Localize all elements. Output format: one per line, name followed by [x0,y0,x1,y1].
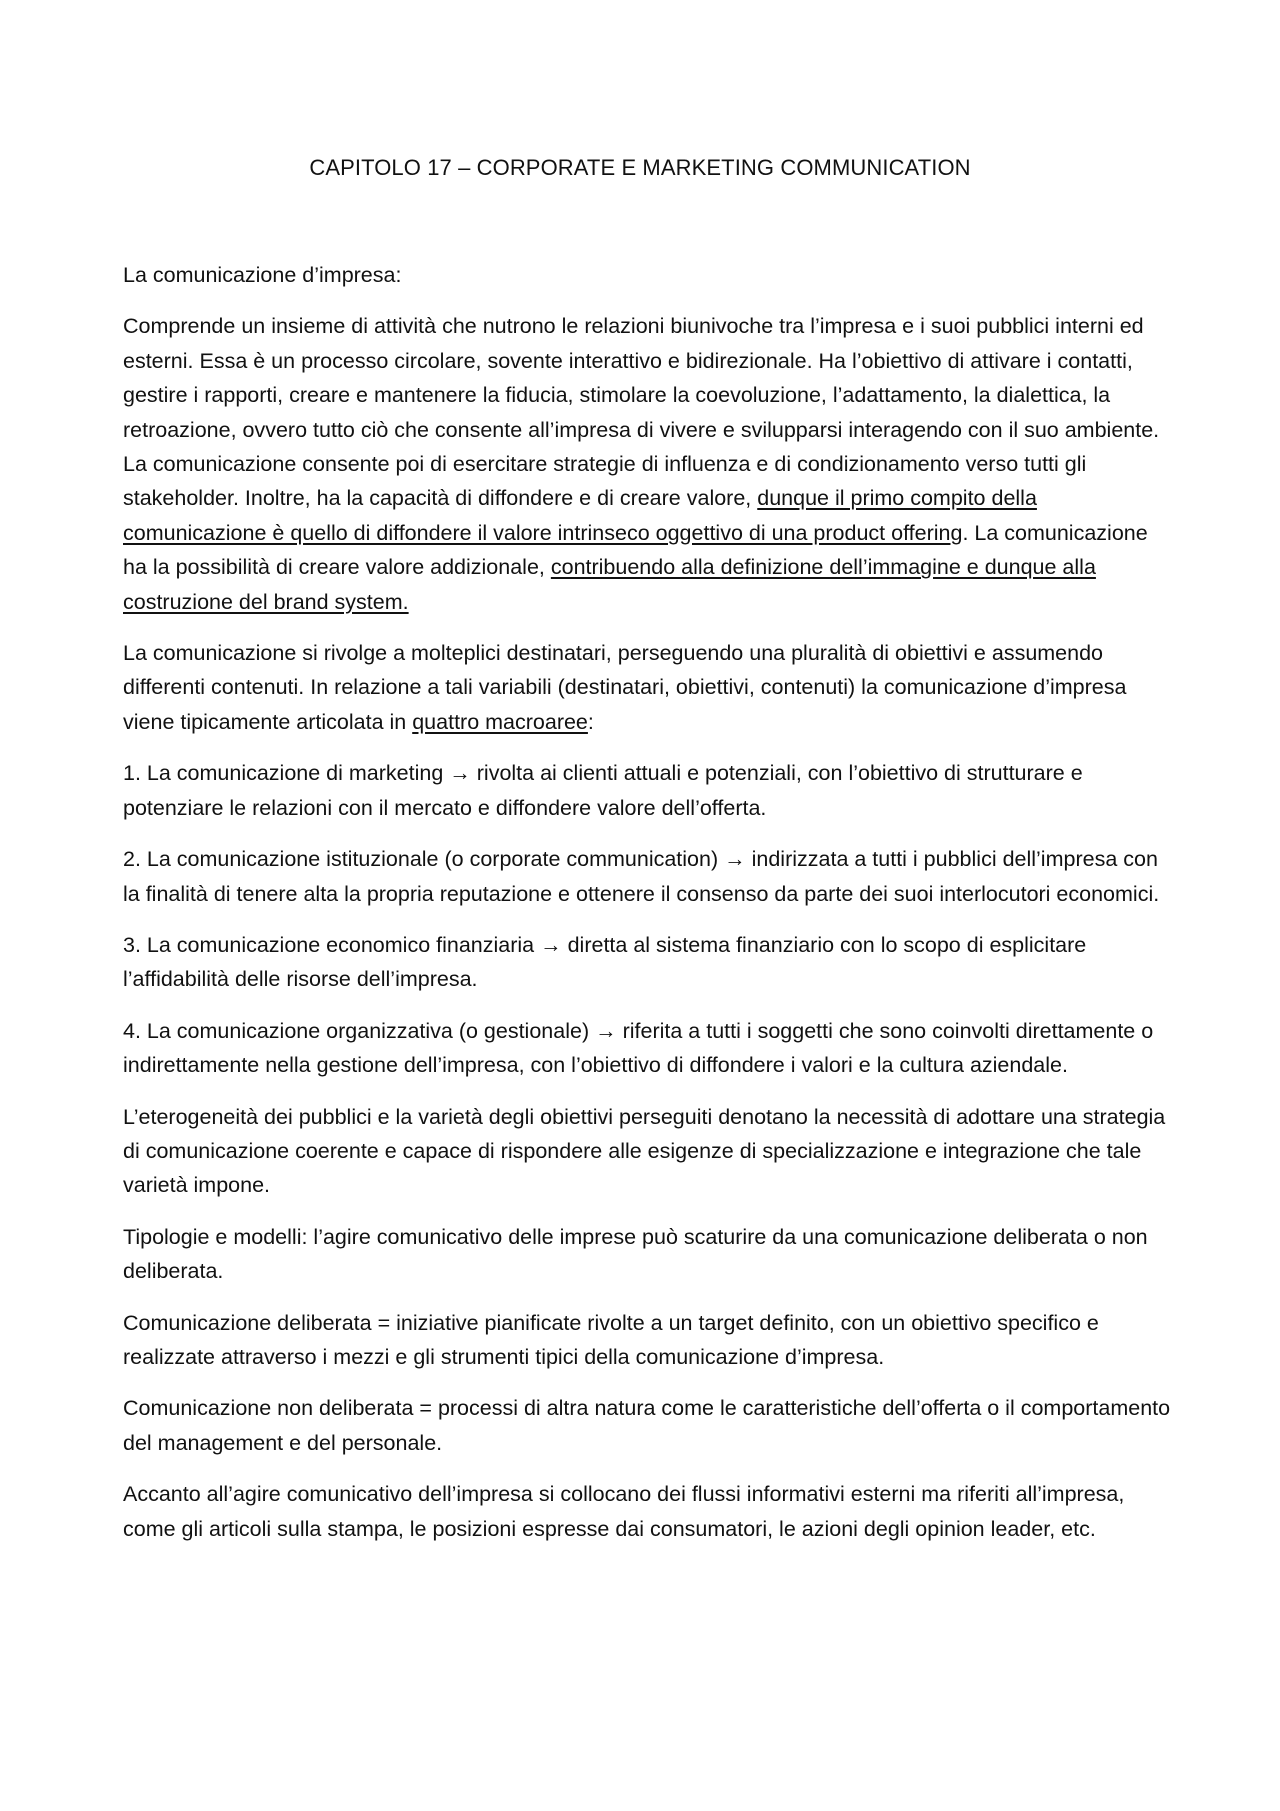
paragraph-heterogeneity: L’eterogeneità dei pubblici e la varietà degli obiettivi perseguiti denotano la necessità di adottare una strategia di comunicazione coerente e capace di rispondere alle esigenze di specializzazione e integrazione che tale varietà impone. [123,1104,1166,1198]
paragraph-recipients [123,636,1175,739]
list-item-organizzativa [123,1014,1175,1083]
list-item-label: 3. La comunicazione economico finanziaria [123,932,535,957]
paragraph-intro [123,309,1175,619]
arrow-icon: → [724,847,746,872]
paragraph-recipients-text: La comunicazione si rivolge a molteplici destinatari, perseguendo una pluralità di obiettivi e assumendo differenti contenuti. In relazione a tali variabili (destinatari, obiettivi, contenuti) la comunicazione d’impresa viene tipicamente articolata in [123,641,1127,734]
list-item-label: 2. La comunicazione istituzionale (o corporate communication) [123,847,719,872]
list-item-finanziaria [123,928,1175,997]
arrow-icon: → [595,1018,617,1043]
section-heading: La comunicazione d’impresa: [123,263,402,287]
paragraph-intro-text-2: . La comunicazione ha la possibilità di creare valore addizionale, [123,520,1148,580]
list-item-istituzionale [123,842,1175,911]
underlined-phrase: quattro macroaree [412,709,588,734]
chapter-title: CAPITOLO 17 – CORPORATE E MARKETING COMMUNICATION [309,155,971,180]
underlined-phrase: contribuendo alla definizione dell’immagine e dunque alla costruzione del brand system. [123,555,1096,614]
paragraph-external-flows: Accanto all’agire comunicativo dell’impresa si collocano dei flussi informativi esterni ma riferiti all’impresa, come gli articoli sulla stampa, le posizioni espresse dai consumatori, le azioni degli opinion leader, etc. [123,1482,1125,1541]
list-item-label: 1. La comunicazione di marketing [123,761,444,786]
arrow-icon: → [449,761,471,786]
list-item-marketing [123,756,1175,825]
underlined-phrase: dunque il primo compito della comunicazione è quello di diffondere il valore intrinseco oggettivo di una product offering [123,486,1037,545]
paragraph-typologies: Tipologie e modelli: l’agire comunicativo delle imprese può scaturire da una comunicazione deliberata o non deliberata. [123,1224,1148,1284]
list-item-text: diretta al sistema finanziario con lo scopo di esplicitare l’affidabilità delle risorse dell’impresa. [123,932,1087,992]
paragraph-deliberate: Comunicazione deliberata = iniziative pianificate rivolte a un target definito, con un obiettivo specifico e realizzate attraverso i mezzi e gli strumenti tipici della comunicazione d’impresa. [123,1310,1099,1369]
list-item-text: rivolta ai clienti attuali e potenziali, con l’obiettivo di strutturare e potenziare le relazioni con il mercato e diffondere valore dell’offerta. [123,761,1083,820]
paragraph-recipients-colon: : [587,709,594,734]
list-item-text: indirizzata a tutti i pubblici dell’impresa con la finalità di tenere alta la propria reputazione e ottenere il consenso da parte dei suoi interlocutori economici. [123,847,1160,906]
document-body [123,258,1175,1563]
arrow-icon: → [540,932,562,957]
list-item-text: riferita a tutti i soggetti che sono coinvolti direttamente o indirettamente nella gestione dell’impresa, con l’obiettivo di diffondere i valori e la cultura aziendale. [123,1018,1154,1078]
list-item-label: 4. La comunicazione organizzativa (o gestionale) [123,1018,590,1043]
paragraph-intro-text: Comprende un insieme di attività che nutrono le relazioni biunivoche tra l’impresa e i suoi pubblici interni ed esterni. Essa è un processo circolare, sovente interattivo e bidirezionale. Ha l’obiettivo di attivare i contatti, gestire i rapporti, creare e mantenere la fiducia, stimolare la coevoluzione, l’adattamento, la dialettica, la retroazione, ovvero tutto ciò che consente all’impresa di vivere e svilupparsi interagendo con il suo ambiente. La comunicazione consente poi di esercitare strategie di influenza e di condizionamento verso tutti gli stakeholder. Inoltre, ha la capacità di diffondere e di creare valore, [123,314,1160,511]
paragraph-non-deliberate: Comunicazione non deliberata = processi di altra natura come le caratteristiche dell’offerta o il comportamento del management e del personale. [123,1396,1171,1455]
